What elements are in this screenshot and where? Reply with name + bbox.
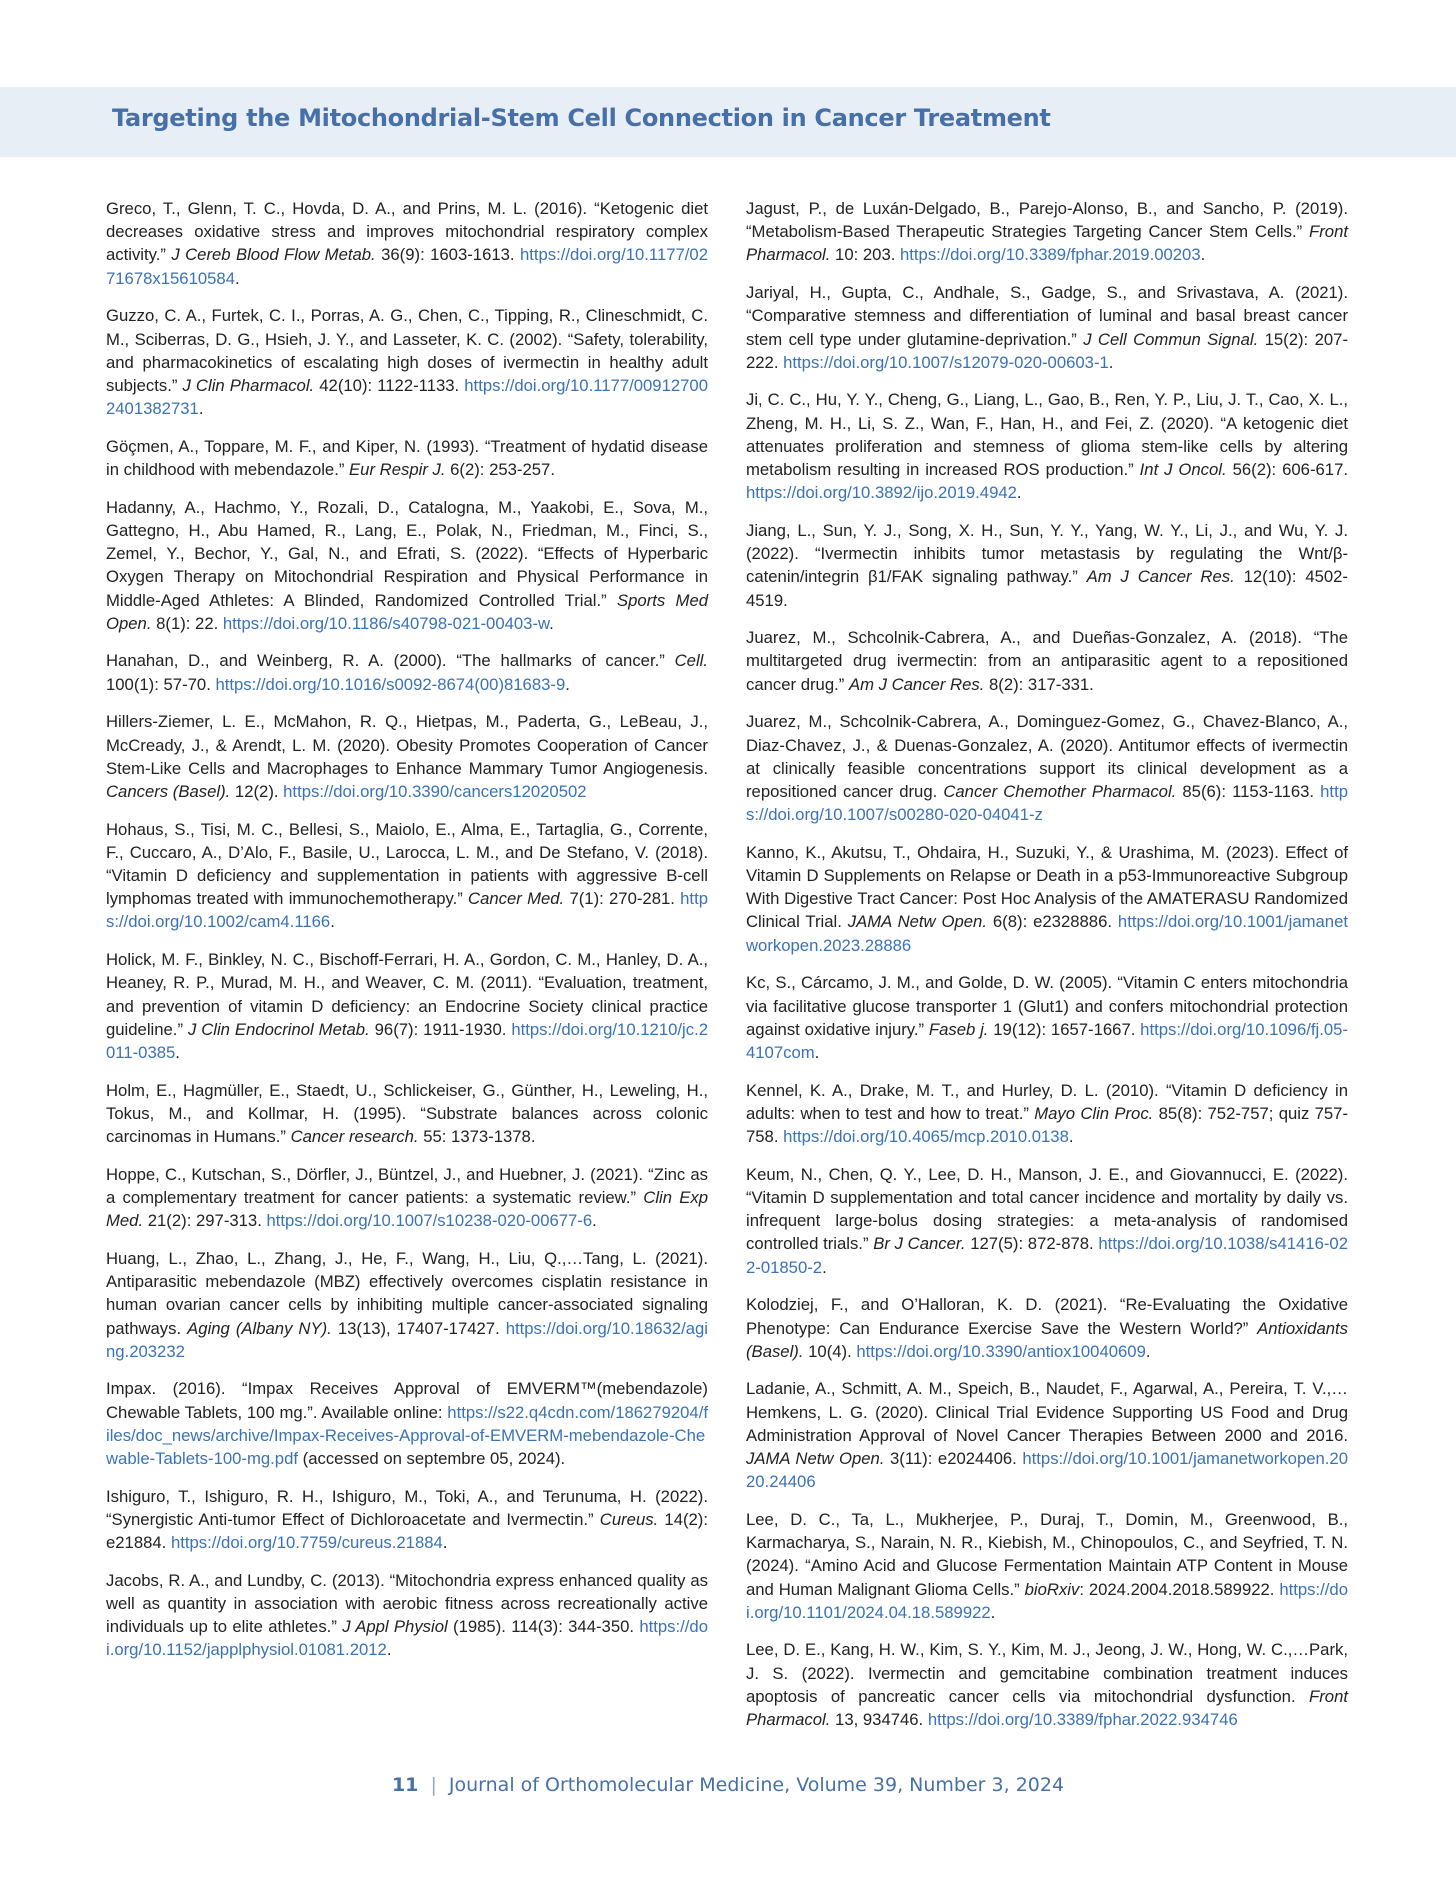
reference-journal: J Appl Physiol <box>342 1617 448 1637</box>
reference-entry <box>746 1638 1348 1731</box>
reference-text: Jagust, P., de Luxán-Delgado, B., Parejo-Alonso, B., and Sancho, P. (2019). “Metabolism-Based Therapeutic Strategies Targeting Cancer Stem Cells.” <box>746 199 1348 242</box>
reference-text: Holm, E., Hagmüller, E., Staedt, U., Schlickeiser, G., Günther, H., Leweling, H., Tokus, M., and Kollmar, H. (1995). “Substrate balances across colonic carcinomas in Humans.” <box>106 1080 708 1147</box>
reference-details: 85(8): 752-757; quiz 757-758. <box>746 1103 1349 1147</box>
reference-tail: (accessed on septembre 05, 2024). <box>298 1449 566 1469</box>
reference-entry <box>106 1163 708 1233</box>
reference-tail: . <box>1016 483 1022 503</box>
reference-entry <box>106 435 708 481</box>
reference-details: 13, 934746. <box>830 1710 928 1730</box>
reference-tail: . <box>1108 352 1114 372</box>
reference-doi-link[interactable]: https://doi.org/10.4065/mcp.2010.0138 <box>783 1127 1069 1147</box>
reference-journal: Cancer Med. <box>468 889 565 909</box>
reference-details: 12(2). <box>230 781 284 801</box>
reference-entry <box>746 1079 1348 1149</box>
reference-journal: Br J Cancer. <box>873 1234 966 1254</box>
reference-text: Huang, L., Zhao, L., Zhang, J., He, F., Wang, H., Liu, Q.,…Tang, L. (2021). Antiparasitic mebendazole (MBZ) effectively overcomes cisplatin resistance in human ovarian cancer cells by inhibiting multiple cancer-associated signaling pathways. <box>106 1248 708 1338</box>
reference-text: Hadanny, A., Hachmo, Y., Rozali, D., Catalogna, M., Yaakobi, E., Sova, M., Gattegno, H., Abu Hamed, R., Lang, E., Polak, N., Friedman, M., Finci, S., Zemel, Y., Bechor, Y., Gal, N., and Efrati, S. (2022). “Effects of Hyperbaric Oxygen Therapy on Mitochondrial Respiration and Physical Performance in Middle-Aged Athletes: A Blinded, Randomized Controlled Trial.” <box>106 497 708 610</box>
reference-details: (1985). 114(3): 344-350. <box>447 1617 640 1637</box>
reference-entry <box>106 1247 708 1363</box>
reference-entry <box>106 197 708 290</box>
reference-details: 6(8): e2328886. <box>986 912 1118 932</box>
reference-entry <box>106 496 708 635</box>
reference-tail: . <box>1200 245 1206 265</box>
reference-text: Jiang, L., Sun, Y. J., Song, X. H., Sun, Y. Y., Yang, W. Y., Li, J., and Wu, Y. J. (2022). “Ivermectin inhibits tumor metastasis by regulating the Wnt/β-catenin/integrin β1/FAK signaling pathway.” <box>746 520 1348 587</box>
reference-entry <box>106 304 708 420</box>
reference-text: Guzzo, C. A., Furtek, C. I., Porras, A. G., Chen, C., Tipping, R., Clineschmidt, C. M., Sciberras, D. G., Hsieh, J. Y., and Lasseter, K. C. (2002). “Safety, tolerability, and pharmacokinetics of escalating high doses of ivermectin in healthy adult subjects.” <box>106 306 708 395</box>
page-number: 11 <box>391 1774 419 1796</box>
reference-details: 10: 203. <box>830 245 900 265</box>
reference-details: 14(2): e21884. <box>106 1509 709 1553</box>
reference-text: Juarez, M., Schcolnik-Cabrera, A., Dominguez-Gomez, G., Chavez-Blanco, A., Diaz-Chavez, J., & Duenas-Gonzalez, A. (2020). Antitumor effects of ivermectin at clinically feasible concentrations support its clinical development as a repositioned cancer drug. <box>746 712 1348 801</box>
footer-separator: | <box>430 1774 437 1796</box>
reference-doi-link[interactable]: https://doi.org/10.1177/009127002401382731 <box>106 375 708 419</box>
reference-tail: . <box>1068 1127 1074 1147</box>
reference-journal: J Cell Commun Signal. <box>1083 329 1259 349</box>
reference-entry <box>746 1163 1348 1279</box>
reference-details: 12(10): 4502-4519. <box>746 567 1348 610</box>
reference-details: : 2024.2004.2018.589922. <box>1079 1579 1280 1599</box>
reference-details: 100(1): 57-70. <box>106 674 216 694</box>
reference-details: 3(11): e2024406. <box>884 1449 1023 1469</box>
reference-journal: Am J Cancer Res. <box>848 674 985 694</box>
reference-details: 56(2): 606-617. <box>1226 460 1348 480</box>
reference-entry <box>746 519 1348 612</box>
reference-journal: Cancer Chemother Pharmacol. <box>943 781 1177 801</box>
reference-tail: . <box>549 613 554 633</box>
reference-doi-link[interactable]: https://doi.org/10.1152/japplphysiol.01081.2012 <box>106 1617 708 1660</box>
reference-tail: . <box>592 1211 597 1231</box>
reference-tail: . <box>386 1640 392 1660</box>
reference-tail: . <box>822 1257 827 1277</box>
reference-doi-link[interactable]: https://doi.org/10.1101/2024.04.18.589922 <box>746 1579 1348 1622</box>
reference-doi-link[interactable]: https://doi.org/10.3389/fphar.2022.934746 <box>927 1710 1238 1730</box>
reference-details: 21(2): 297-313. <box>143 1211 267 1231</box>
reference-doi-link[interactable]: https://doi.org/10.1210/jc.2011-0385 <box>106 1019 708 1062</box>
reference-doi-link[interactable]: https://doi.org/10.1016/s0092-8674(00)81683-9 <box>215 674 566 694</box>
journal-info: Journal of Orthomolecular Medicine, Volume 39, Number 3, 2024 <box>448 1774 1065 1796</box>
reference-entry <box>106 710 708 803</box>
reference-details: 96(7): 1911-1930. <box>369 1019 512 1039</box>
reference-doi-link[interactable]: https://doi.org/10.1177/0271678x15610584 <box>106 245 708 288</box>
reference-doi-link[interactable]: https://doi.org/10.1186/s40798-021-00403-w <box>222 613 550 633</box>
reference-text: Ladanie, A., Schmitt, A. M., Speich, B., Naudet, F., Agarwal, A., Pereira, T. V.,…Hemkens, L. G. (2020). Clinical Trial Evidence Supporting US Food and Drug Administration Approval of Novel Cancer Therapies Between 2000 and 2016. <box>746 1379 1348 1445</box>
reference-details: 15(2): 207-222. <box>746 329 1348 372</box>
reference-journal: JAMA Netw Open. <box>746 1449 885 1469</box>
reference-text: Juarez, M., Schcolnik-Cabrera, A., and Dueñas-Gonzalez, A. (2018). “The multitargeted drug ivermectin: from an antiparasitic agent to a repositioned cancer drug.” <box>746 628 1348 694</box>
reference-journal: Front Pharmacol. <box>746 222 1348 265</box>
reference-entry <box>746 710 1348 826</box>
reference-text: Ji, C. C., Hu, Y. Y., Cheng, G., Liang, L., Gao, B., Ren, Y. P., Liu, J. T., Cao, X. L., Zheng, M. H., Li, S. Z., Wan, F., Han, H., and Fei, Z. (2020). “A ketogenic diet attenuates proliferation and stemness of glioma stem-like cells by altering metabolism resulting in increased ROS production.” <box>746 390 1348 480</box>
reference-text: Kolodziej, F., and O’Halloran, K. D. (2021). “Re-Evaluating the Oxidative Phenotype: Can Endurance Exercise Save the Western World?” <box>746 1295 1348 1338</box>
page-footer <box>0 1774 1456 1796</box>
reference-journal: Faseb j. <box>928 1019 989 1039</box>
reference-doi-link[interactable]: https://doi.org/10.1007/s12079-020-00603-1 <box>783 352 1109 372</box>
reference-entry <box>746 1508 1348 1624</box>
reference-tail: . <box>330 912 335 932</box>
reference-entry <box>746 626 1348 696</box>
reference-entry <box>746 1293 1348 1363</box>
reference-doi-link[interactable]: https://doi.org/10.1001/jamanetworkopen.2020.24406 <box>746 1449 1348 1492</box>
reference-doi-link[interactable]: https://doi.org/10.18632/aging.203232 <box>106 1318 708 1361</box>
reference-journal: Cancers (Basel). <box>106 781 231 801</box>
reference-journal: J Clin Endocrinol Metab. <box>187 1019 370 1039</box>
reference-journal: Antioxidants (Basel). <box>746 1318 1348 1361</box>
reference-journal: Front Pharmacol. <box>746 1686 1348 1730</box>
reference-text: Keum, N., Chen, Q. Y., Lee, D. H., Manson, J. E., and Giovannucci, E. (2022). “Vitamin D supplementation and total cancer incidence and mortality by daily vs. infrequent large-bolus dosing strategies: a meta-analysis of randomised controlled trials.” <box>746 1164 1348 1254</box>
reference-text: Kanno, K., Akutsu, T., Ohdaira, H., Suzuki, Y., & Urashima, M. (2023). Effect of Vitamin D Supplements on Relapse or Death in a p53-Immunoreactive Subgroup With Digestive Tract Cancer: Post Hoc Analysis of the AMATERASU Randomized Clinical Trial. <box>746 842 1348 932</box>
reference-journal: Cureus. <box>599 1509 659 1529</box>
references-left-column <box>106 197 708 1676</box>
reference-entry <box>106 1377 708 1470</box>
reference-entry <box>106 1485 708 1555</box>
reference-doi-link[interactable]: https://doi.org/10.3390/antiox10040609 <box>856 1341 1146 1361</box>
reference-journal: Sports Med Open. <box>106 590 709 633</box>
reference-entry <box>106 1569 708 1662</box>
reference-entry <box>106 1079 708 1149</box>
reference-tail: . <box>990 1602 996 1622</box>
reference-entry <box>746 197 1348 267</box>
reference-journal: Cell. <box>674 651 708 671</box>
reference-details: 7(1): 270-281. <box>564 889 681 909</box>
reference-tail: . <box>1145 1341 1151 1361</box>
reference-journal: J Cereb Blood Flow Metab. <box>171 245 376 265</box>
reference-text: Jacobs, R. A., and Lundby, C. (2013). “Mitochondria express enhanced quality as well as quantity in association with aerobic fitness across recreationally active individuals up to elite athletes.” <box>106 1570 708 1637</box>
reference-doi-link[interactable]: https://doi.org/10.7759/cureus.21884 <box>170 1533 443 1553</box>
reference-journal: Cancer research. <box>290 1127 419 1147</box>
reference-entry <box>106 818 708 934</box>
reference-tail: . <box>814 1043 820 1062</box>
reference-details: 13(13), 17407-17427. <box>331 1318 506 1338</box>
reference-details: 36(9): 1603-1613. <box>375 245 520 265</box>
reference-journal: Eur Respir J. <box>349 460 446 480</box>
reference-details: 6(2): 253-257. <box>445 460 555 480</box>
reference-doi-link[interactable]: https://doi.org/10.1001/jamanetworkopen.2023.28886 <box>746 912 1348 955</box>
reference-journal: JAMA Netw Open. <box>847 912 987 932</box>
reference-journal: Clin Exp Med. <box>106 1188 709 1231</box>
reference-doi-link[interactable]: https://doi.org/10.3892/ijo.2019.4942 <box>746 483 1017 503</box>
reference-tail: . <box>442 1533 448 1553</box>
reference-journal: bioRxiv <box>1024 1579 1080 1599</box>
reference-text: Holick, M. F., Binkley, N. C., Bischoff-Ferrari, H. A., Gordon, C. M., Hanley, D. A., Heaney, R. P., Murad, M. H., and Weaver, C. M. (2011). “Evaluation, treatment, and prevention of vitamin D deficiency: an Endocrine Society clinical practice guideline.” <box>106 950 708 1039</box>
reference-journal: Am J Cancer Res. <box>1086 567 1235 587</box>
reference-text: Ishiguro, T., Ishiguro, R. H., Ishiguro, M., Toki, A., and Terunuma, H. (2022). “Synergistic Anti-tumor Effect of Dichloroacetate and Ivermectin.” <box>106 1486 708 1529</box>
reference-text: Hohaus, S., Tisi, M. C., Bellesi, S., Maiolo, E., Alma, E., Tartaglia, G., Corrente, F., Cuccaro, A., D’Alo, F., Basile, U., Larocca, L. M., and De Stefano, V. (2018). “Vitamin D deficiency and supplementation in patients with aggressive B-cell lymphomas treated with immunochemotherapy.” <box>106 819 708 909</box>
reference-text: Impax. (2016). “Impax Receives Approval of EMVERM™(mebendazole) Chewable Tablets, 100 mg.”. Available online: <box>106 1379 708 1422</box>
reference-text: Jariyal, H., Gupta, C., Andhale, S., Gadge, S., and Srivastava, A. (2021). “Comparative stemness and differentiation of luminal and basal breast cancer stem cell type under glutamine-deprivation.” <box>746 283 1348 349</box>
reference-tail: . <box>565 674 570 694</box>
reference-tail: . <box>175 1043 180 1062</box>
reference-doi-link[interactable]: https://s22.q4cdn.com/186279204/files/doc_news/archive/Impax-Receives-Approval-of-EMVERM-mebendazole-Chewable-Tablets-100-mg.pdf <box>106 1402 708 1469</box>
reference-entry <box>746 971 1348 1064</box>
reference-text: Hillers-Ziemer, L. E., McMahon, R. Q., Hietpas, M., Paderta, G., LeBeau, J., McCready, J., & Arendt, L. M. (2020). Obesity Promotes Cooperation of Cancer Stem-Like Cells and Macrophages to Enhance Mammary Tumor Angiogenesis. <box>106 712 708 778</box>
reference-doi-link[interactable]: https://doi.org/10.1007/s10238-020-00677-6 <box>266 1211 593 1231</box>
reference-journal: J Clin Pharmacol. <box>182 375 315 395</box>
reference-entry <box>106 948 708 1064</box>
references-right-column <box>746 197 1348 1746</box>
reference-doi-link[interactable]: https://doi.org/10.3390/cancers12020502 <box>283 781 587 801</box>
reference-details: 85(6): 1153-1163. <box>1176 781 1321 801</box>
reference-text: Hanahan, D., and Weinberg, R. A. (2000). “The hallmarks of cancer.” <box>106 651 675 671</box>
reference-entry <box>746 841 1348 957</box>
reference-tail: . <box>235 268 240 288</box>
reference-text: Kennel, K. A., Drake, M. T., and Hurley, D. L. (2010). “Vitamin D deficiency in adults: when to test and how to treat.” <box>746 1080 1348 1123</box>
reference-details: 55: 1373-1378. <box>418 1127 536 1147</box>
reference-text: Hoppe, C., Kutschan, S., Dörfler, J., Büntzel, J., and Huebner, J. (2021). “Zinc as a complementary treatment for cancer patients: a systematic review.” <box>106 1164 708 1208</box>
reference-details: 10(4). <box>803 1341 857 1361</box>
reference-entry <box>746 388 1348 504</box>
reference-details: 42(10): 1122-1133. <box>314 375 465 395</box>
reference-journal: Aging (Albany NY). <box>187 1318 332 1338</box>
running-title: Targeting the Mitochondrial-Stem Cell Connection in Cancer Treatment <box>112 104 1051 132</box>
reference-doi-link[interactable]: https://doi.org/10.3389/fphar.2019.00203 <box>900 245 1201 265</box>
reference-doi-link[interactable]: https://doi.org/10.1096/fj.05-4107com <box>746 1019 1348 1062</box>
reference-text: Kc, S., Cárcamo, J. M., and Golde, D. W. (2005). “Vitamin C enters mitochondria via facilitative glucose transporter 1 (Glut1) and confers mitochondrial protection against oxidative injury.” <box>746 973 1348 1039</box>
reference-doi-link[interactable]: https://doi.org/10.1002/cam4.1166 <box>106 889 708 932</box>
reference-doi-link[interactable]: https://doi.org/10.1038/s41416-022-01850-2 <box>746 1234 1348 1277</box>
reference-entry <box>106 649 708 695</box>
reference-journal: Mayo Clin Proc. <box>1034 1103 1154 1123</box>
reference-entry <box>746 1377 1348 1493</box>
reference-doi-link[interactable]: https://doi.org/10.1007/s00280-020-04041-z <box>746 781 1348 825</box>
reference-text: Greco, T., Glenn, T. C., Hovda, D. A., and Prins, M. L. (2016). “Ketogenic diet decreases oxidative stress and improves mitochondrial respiratory complex activity.” <box>106 199 708 265</box>
reference-details: 19(12): 1657-1667. <box>988 1019 1141 1039</box>
reference-tail: . <box>198 399 204 419</box>
reference-details: 8(1): 22. <box>151 613 223 633</box>
reference-entry <box>746 281 1348 374</box>
reference-text: Lee, D. E., Kang, H. W., Kim, S. Y., Kim, M. J., Jeong, J. W., Hong, W. C.,…Park, J. S. (2022). Ivermectin and gemcitabine combination treatment induces apoptosis of pancreatic cancer cells via mitochondrial dysfunction. <box>746 1640 1348 1706</box>
reference-text: Lee, D. C., Ta, L., Mukherjee, P., Duraj, T., Domin, M., Greenwood, B., Karmacharya, S., Narain, N. R., Kiebish, M., Chinopoulos, C., and Seyfried, T. N. (2024). “Amino Acid and Glucose Fermentation Maintain ATP Content in Mouse and Human Malignant Glioma Cells.” <box>746 1509 1348 1599</box>
reference-journal: Int J Oncol. <box>1139 460 1227 480</box>
reference-text: Göçmen, A., Toppare, M. F., and Kiper, N. (1993). “Treatment of hydatid disease in childhood with mebendazole.” <box>106 436 708 480</box>
reference-details: 127(5): 872-878. <box>965 1234 1099 1254</box>
reference-details: 8(2): 317-331. <box>984 674 1094 694</box>
